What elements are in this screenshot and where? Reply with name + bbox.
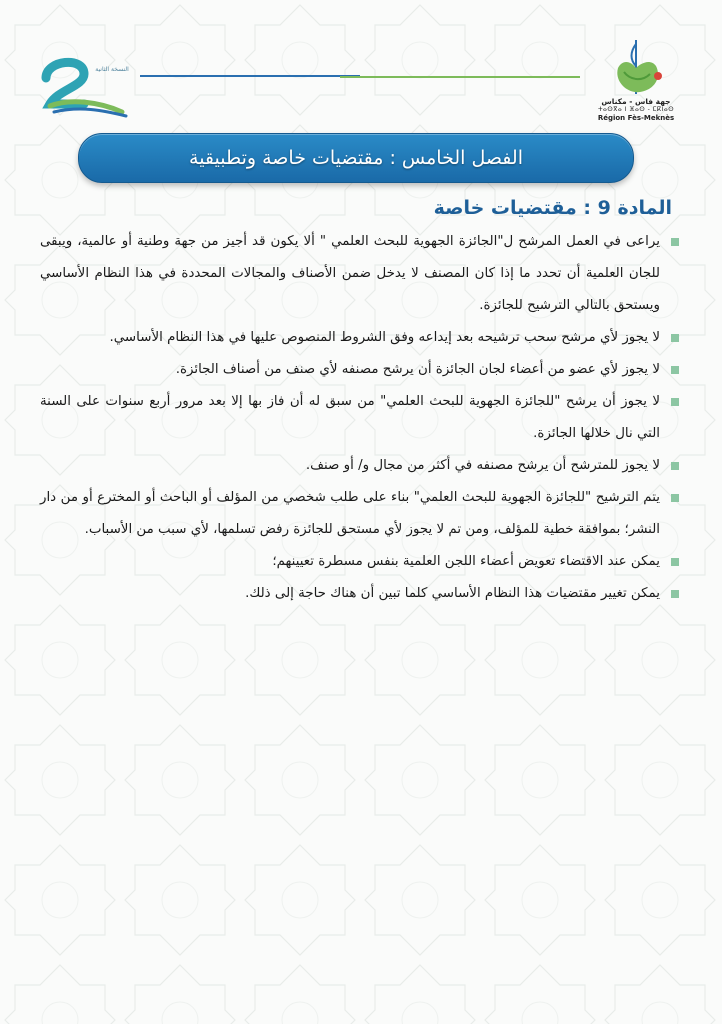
region-name-tifinagh: ⵜⴰⵙⴳⴰ ⵏ ⴼⴰⵙ - ⵎⴽⵏⴰⵙ — [597, 106, 675, 113]
article-title: المادة 9 : مقتضيات خاصة — [433, 197, 672, 219]
chapter-banner — [78, 133, 634, 183]
square-bullet-icon — [671, 334, 679, 342]
list-item — [40, 354, 680, 386]
edition-logo — [40, 52, 135, 120]
region-name-ar: جهة فاس - مكناس — [601, 97, 671, 106]
page-header — [0, 0, 722, 130]
list-item — [40, 450, 680, 482]
list-item-text: يمكن عند الاقتضاء تعويض أعضاء اللجن العلمية بنفس مسطرة تعيينهم؛ — [272, 554, 660, 569]
square-bullet-icon — [671, 366, 679, 374]
list-item — [40, 322, 680, 354]
square-bullet-icon — [671, 494, 679, 502]
region-logo — [600, 38, 672, 106]
list-item-text: لا يجوز لأي مرشح سحب ترشيحه بعد إيداعه وفق الشروط المنصوص عليها في هذا النظام الأساسي. — [109, 330, 660, 345]
edition-label: النسخة الثانية — [95, 66, 129, 73]
list-item — [40, 226, 680, 322]
list-item-text: لا يجوز لأي عضو من أعضاء لجان الجائزة أن يرشح مصنفه لأي صنف من أصناف الجائزة. — [175, 362, 660, 377]
square-bullet-icon — [671, 398, 679, 406]
list-item — [40, 482, 680, 546]
list-item-text: لا يجوز أن يرشح "للجائزة الجهوية للبحث العلمي" من سبق له أن فاز بها إلا بعد مرور أربع سنوات على السنة التي نال خلالها الجائزة. — [40, 394, 660, 441]
square-bullet-icon — [671, 462, 679, 470]
header-divider — [140, 74, 580, 80]
list-item-text: يمكن تغيير مقتضيات هذا النظام الأساسي كلما تبين أن هناك حاجة إلى ذلك. — [245, 586, 660, 601]
list-item — [40, 386, 680, 450]
list-item — [40, 578, 680, 610]
list-item-text: يتم الترشيح "للجائزة الجهوية للبحث العلمي" بناء على طلب شخصي من المؤلف أو الباحث أو المخترع أو من دار النشر؛ بموافقة خطية للمؤلف، ومن تم لا يجوز لأي مستحق للجائزة رفض تسلمها، لأي سبب من الأسباب. — [40, 490, 660, 537]
square-bullet-icon — [671, 558, 679, 566]
list-item-text: لا يجوز للمترشح أن يرشح مصنفه في أكثر من مجال و/ أو صنف. — [305, 458, 660, 473]
square-bullet-icon — [671, 238, 679, 246]
square-bullet-icon — [671, 590, 679, 598]
chapter-title: الفصل الخامس : مقتضيات خاصة وتطبيقية — [189, 147, 523, 169]
article-body — [40, 226, 680, 610]
region-name-fr: Région Fès-Meknès — [597, 114, 675, 122]
list-item-text: يراعى في العمل المرشح ل"الجائزة الجهوية للبحث العلمي " ألا يكون قد أجيز من جهة وطنية أو عالمية، ويبقى للجان العلمية أن تحدد ما إذا كان المصنف لا يدخل ضمن الأصناف والمجالات المحددة في هذا النظام الأساسي ويستحق بالتالي الترشيح للجائزة. — [40, 234, 660, 313]
list-item — [40, 546, 680, 578]
